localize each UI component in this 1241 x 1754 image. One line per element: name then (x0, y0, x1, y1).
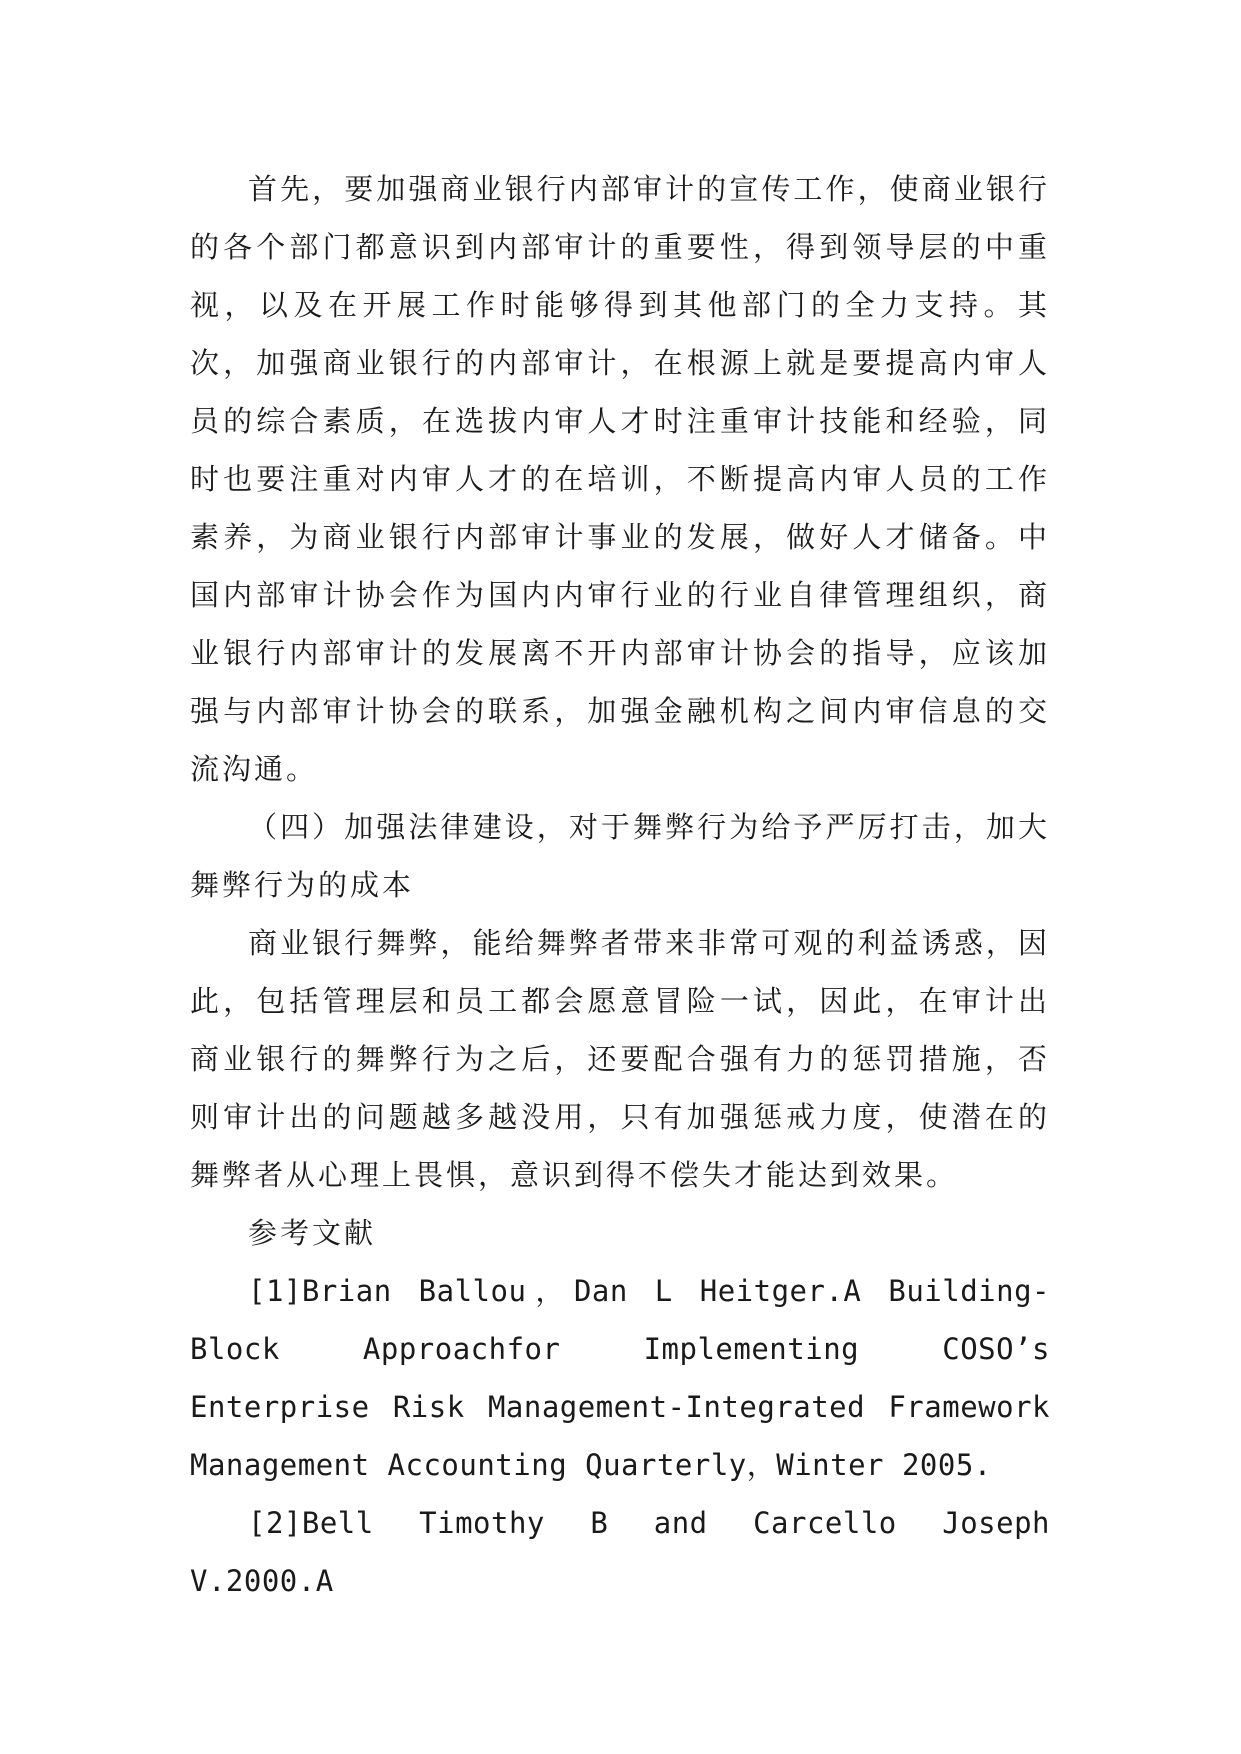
paragraph-internal-audit: 首先，要加强商业银行内部审计的宣传工作，使商业银行的各个部门都意识到内部审计的重要性，得到领导层的中重视，以及在开展工作时能够得到其他部门的全力支持。其次，加强商业银行的内部审计，在根源上就是要提高内审人员的综合素质，在选拔内审人才时注重审计技能和经验，同时也要注重对内审人才的在培训，不断提高内审人员的工作素养，为商业银行内部审计事业的发展，做好人才储备。中国内部审计协会作为国内内审行业的行业自律管理组织，商业银行内部审计的发展离不开内部审计协会的指导，应该加强与内部审计协会的联系，加强金融机构之间内审信息的交流沟通。 (190, 172, 1050, 786)
references-title: 参考文献 (248, 1216, 377, 1250)
reference-item-1: [1]Brian Ballou，Dan L Heitger.A Building-Block Approachfor Implementing COSO’s Enterprise Risk Management-Integrated Framework Management Accounting Quarterly，Winter 2005. (190, 1274, 1050, 1482)
section-heading-4: （四）加强法律建设，对于舞弊行为给予严厉打击，加大舞弊行为的成本 (190, 810, 1050, 902)
document-page (190, 160, 1050, 1610)
paragraph-fraud-penalty: 商业银行舞弊，能给舞弊者带来非常可观的利益诱惑，因此，包括管理层和员工都会愿意冒险一试，因此，在审计出商业银行的舞弊行为之后，还要配合强有力的惩罚措施，否则审计出的问题越多越没用，只有加强惩戒力度，使潜在的舞弊者从心理上畏惧，意识到得不偿失才能达到效果。 (190, 926, 1050, 1192)
reference-item-2: [2]Bell Timothy B and Carcello Joseph V.2000.A (190, 1506, 1050, 1598)
